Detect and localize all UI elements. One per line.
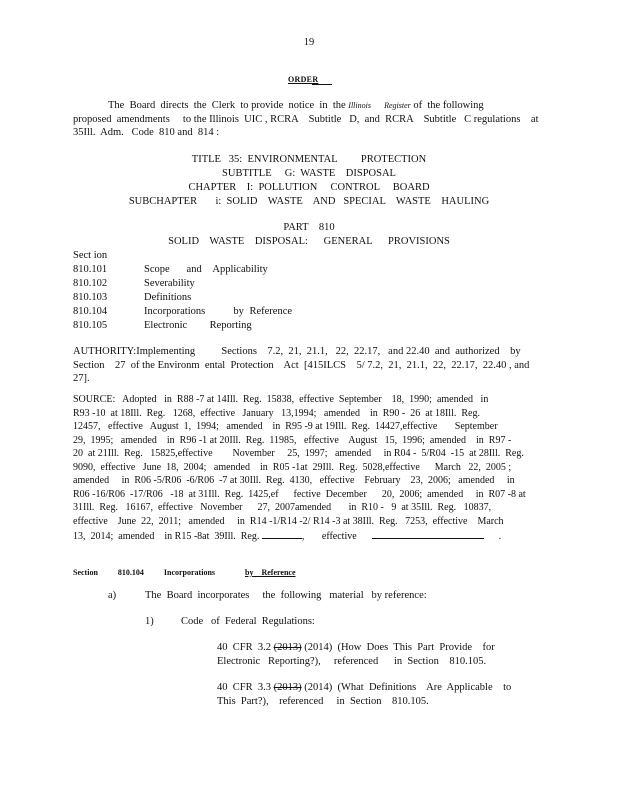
authority-line-2: Section 27 of the Environm ental Protection Act [415ILCS 5/ 7.2, 21, 21.1, 22, 22.17, 22.40 , and [73, 359, 530, 371]
source-last-effective: effective [321, 531, 357, 542]
intro-text-2: of the following [410, 100, 484, 111]
order-heading: ORDER [288, 75, 319, 84]
cfr-entry-line-2: Electronic Reporting?), referenced in Section 810.105. [217, 655, 487, 667]
toc-title: Scope and Applicability [144, 264, 268, 275]
cfr-rest: (2014) (How Does This Part Provide for [301, 642, 495, 653]
intro-line-2: proposed amendments to the Illinois UIC , RCRA Subtitle D, and RCRA Subtitle C regulations at [73, 113, 539, 125]
register-page-blank [262, 528, 302, 539]
source-line: 29, 1995; amended in R96 -1 at 20Ill. Reg. 11985, effective August 15, 1996; amended in R97 - [73, 434, 512, 446]
cfr-prefix: 40 CFR 3.3 [217, 682, 274, 693]
toc-row [73, 263, 373, 277]
source-last-comma: , [301, 531, 305, 542]
toc-header: Sect ion [73, 250, 108, 261]
authority-paragraph [73, 345, 543, 386]
intro-line-1 [73, 99, 543, 113]
section-title-2: by Reference [245, 568, 296, 577]
authority-line-3: 27]. [73, 373, 90, 384]
toc-number: 810.102 [73, 278, 108, 289]
source-line: R93 -10 at 18Ill. Reg. 1268, effective January 13,1994; amended in R90 - 26 at 18Ill. Reg. [73, 407, 480, 419]
subtitle-line: SUBTITLE G: WASTE DISPOSAL [222, 168, 396, 179]
source-line: 12457, effective August 1, 1994; amended in R95 -9 at 19Ill. Reg. 14427,effective September [73, 421, 498, 432]
source-last-line: 13, 2014; amended in R15 -8at 39Ill. Reg. , effective . [73, 528, 548, 544]
source-last-prefix: 13, 2014; amended in R15 -8at 39Ill. Reg. [73, 531, 260, 542]
cfr-entry [217, 641, 517, 668]
intro-paragraph [73, 99, 543, 140]
source-line: R06 -16/R06 -17/R06 -18 at 31Ill. Reg. 1425,ef fective December 20, 2006; amended in R07 -8 at [73, 488, 526, 500]
part-title-line: SOLID WASTE DISPOSAL: GENERAL PROVISIONS [168, 236, 450, 247]
section-title-1: Incorporations [163, 568, 216, 577]
toc-title: Incorporations by Reference [144, 306, 293, 317]
cfr-struck-year: (2013) [273, 642, 302, 653]
toc-row [73, 319, 373, 333]
intro-text-1: The Board directs the Clerk to provide notice in the [108, 100, 349, 111]
source-line: SOURCE: Adopted in R88 -7 at 14Ill. Reg. 15838, effective September 18, 1990; amended in [73, 394, 489, 405]
section-label: Section [73, 568, 98, 577]
cfr-prefix: 40 CFR 3.2 [217, 642, 274, 653]
toc-row [73, 291, 373, 305]
toc-number: 810.105 [73, 320, 108, 331]
source-line: effective June 22, 2011; amended in R14 -1/R14 -2/ R14 -3 at 38Ill. Reg. 7253, effective March [73, 515, 504, 527]
section-heading [73, 566, 296, 580]
toc-title: Electronic Reporting [144, 320, 252, 331]
subchapter-line: SUBCHAPTER i: SOLID WASTE AND SPECIAL WASTE HAULING [128, 196, 490, 207]
effective-date-blank [372, 528, 484, 539]
chapter-line: CHAPTER I: POLLUTION CONTROL BOARD [188, 182, 430, 193]
toc-number: 810.104 [73, 306, 108, 317]
authority-line-1: AUTHORITY:Implementing Sections 7.2, 21, 21.1, 22, 22.17, and 22.40 and authorized by [73, 346, 521, 357]
page-number: 19 [303, 37, 315, 48]
item-1-marker: 1) [145, 616, 154, 627]
cfr-entry [217, 681, 517, 708]
toc-row [73, 277, 373, 291]
source-line: amended in R06 -5/R06 -6/R06 -7 at 30Ill. Reg. 4130, effective February 23, 2006; amended in [73, 475, 515, 486]
toc-number: 810.103 [73, 292, 108, 303]
toc-number: 810.101 [73, 264, 108, 275]
cfr-struck-year: (2013) [273, 682, 302, 693]
source-line: 31Ill. Reg. 16167, effective November 27, 2007amended in R10 - 9 at 35Ill. Reg. 10837, [73, 502, 492, 513]
toc-row [73, 305, 373, 319]
cfr-entry-line-2: This Part?), referenced in Section 810.105. [217, 695, 429, 707]
item-a-marker: a) [108, 590, 117, 601]
section-number: 810.104 [117, 568, 144, 577]
item-a-text: The Board incorporates the following material by reference: [145, 590, 427, 601]
item-1-text: Code of Federal Regulations: [181, 616, 315, 627]
order-underline [312, 84, 332, 85]
illinois-italic: Illinois [348, 101, 371, 110]
source-line: 9090, effective June 18, 2004; amended in R05 -1at 29Ill. Reg. 5028,effective March 22, 2005 ; [73, 461, 512, 473]
part-line: PART 810 [283, 222, 335, 233]
intro-line-3: 35Ill. Adm. Code 810 and 814 : [73, 127, 220, 138]
toc-title: Definitions [144, 292, 192, 303]
cfr-entry-line-1 [217, 681, 517, 695]
source-line: 20 at 21Ill. Reg. 15825,effective November 25, 1997; amended in R04 - 5/R04 -15 at 28Ill. Reg. [73, 448, 524, 459]
source-paragraph [73, 393, 548, 544]
title-line: TITLE 35: ENVIRONMENTAL PROTECTION [191, 154, 427, 165]
toc-title: Severability [144, 278, 195, 289]
register-italic: Register [384, 101, 411, 110]
cfr-entry-line-1 [217, 641, 517, 655]
cfr-rest: (2014) (What Definitions Are Applicable to [301, 682, 512, 693]
